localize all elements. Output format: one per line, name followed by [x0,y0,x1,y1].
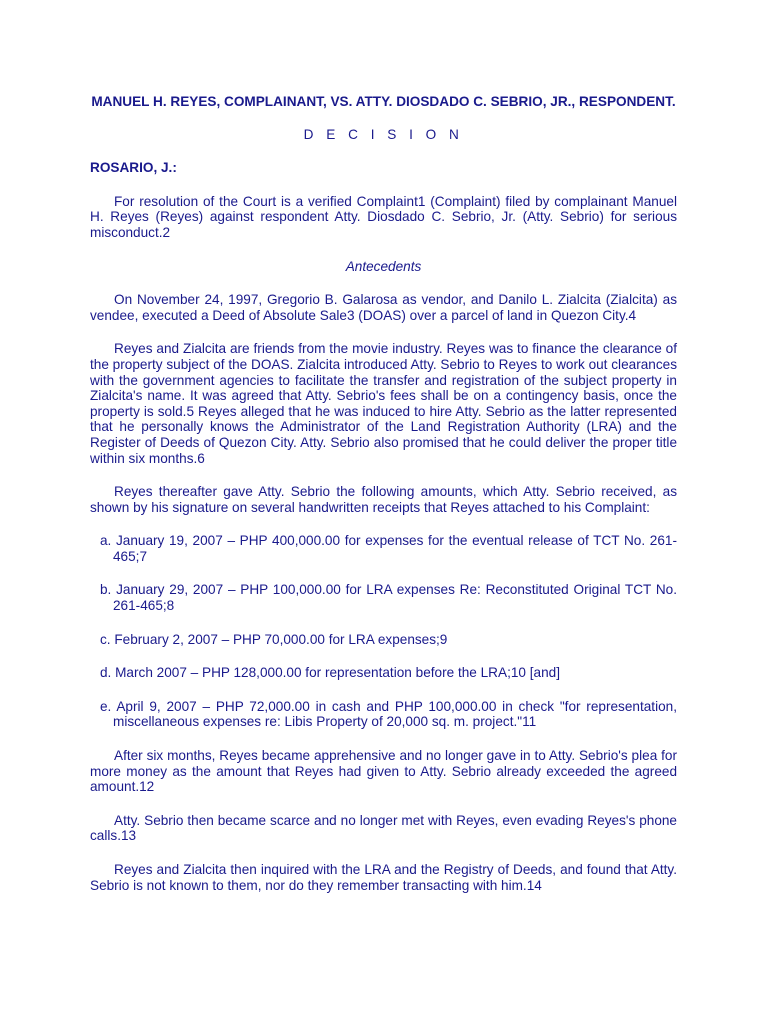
ponente-name: ROSARIO, J.: [90,160,177,176]
case-title: MANUEL H. REYES, COMPLAINANT, VS. ATTY. DIOSDADO C. SEBRIO, JR., RESPONDENT. [91,94,676,109]
list-item: a. January 19, 2007 – PHP 400,000.00 for expenses for the eventual release of TCT No. 261-465;7 [100,533,677,564]
list-item: b. January 29, 2007 – PHP 100,000.00 for LRA expenses Re: Reconstituted Original TCT No. 261-465;8 [100,582,677,614]
payment-list [90,533,677,730]
paragraph: For resolution of the Court is a verified Complaint1 (Complaint) filed by complainant Manuel H. Reyes (Reyes) against respondent Atty. Diosdado C. Sebrio, Jr. (Atty. Sebrio) for serious misconduct.2 [90,193,677,240]
list-item: e. April 9, 2007 – PHP 72,000.00 in cash and PHP 100,000.00 in check "for representation, miscellaneous expenses re: Libis Property of 20,000 sq. m. project."11 [100,698,677,730]
ponente [90,160,677,176]
list-item: d. March 2007 – PHP 128,000.00 for representation before the LRA;10 [and] [100,665,560,681]
paragraph: After six months, Reyes became apprehensive and no longer gave in to Atty. Sebrio's plea for more money as the amount that Reyes had given to Atty. Sebrio already exceeded the agreed amount.12 [90,748,677,795]
document-page [90,94,677,893]
decision-heading: D E C I S I O N [303,126,464,142]
list-item: c. February 2, 2007 – PHP 70,000.00 for LRA expenses;9 [100,631,448,647]
paragraph: Reyes thereafter gave Atty. Sebrio the following amounts, which Atty. Sebrio received, as shown by his signature on several handwritten receipts that Reyes attached to his Complaint: [90,484,677,515]
paragraph: On November 24, 1997, Gregorio B. Galarosa as vendor, and Danilo L. Zialcita (Zialcita) as vendee, executed a Deed of Absolute Sale3 (DOAS) over a parcel of land in Quezon City.4 [90,292,677,323]
paragraph: Reyes and Zialcita are friends from the movie industry. Reyes was to finance the clearance of the property subject of the DOAS. Zialcita introduced Atty. Sebrio to Reyes to work out clearances with the government agencies to facilitate the transfer and registration of the subject property in Zialcita's name. It was agreed that Atty. Sebrio's fees shall be on a contingency basis, once the property is sold.5 Reyes alleged that he was induced to hire Atty. Sebrio as the latter represented that he personally knows the Administrator of the Land Registration Authority (LRA) and the Register of Deeds of Quezon City. Atty. Sebrio also promised that he could deliver the proper title within six months.6 [90,341,677,466]
section-heading: Antecedents [345,258,422,274]
paragraph: Atty. Sebrio then became scarce and no longer met with Reyes, even evading Reyes's phone calls.13 [90,812,677,844]
paragraph: Reyes and Zialcita then inquired with the LRA and the Registry of Deeds, and found that Atty. Sebrio is not known to them, nor do they remember transacting with him.14 [90,862,677,893]
